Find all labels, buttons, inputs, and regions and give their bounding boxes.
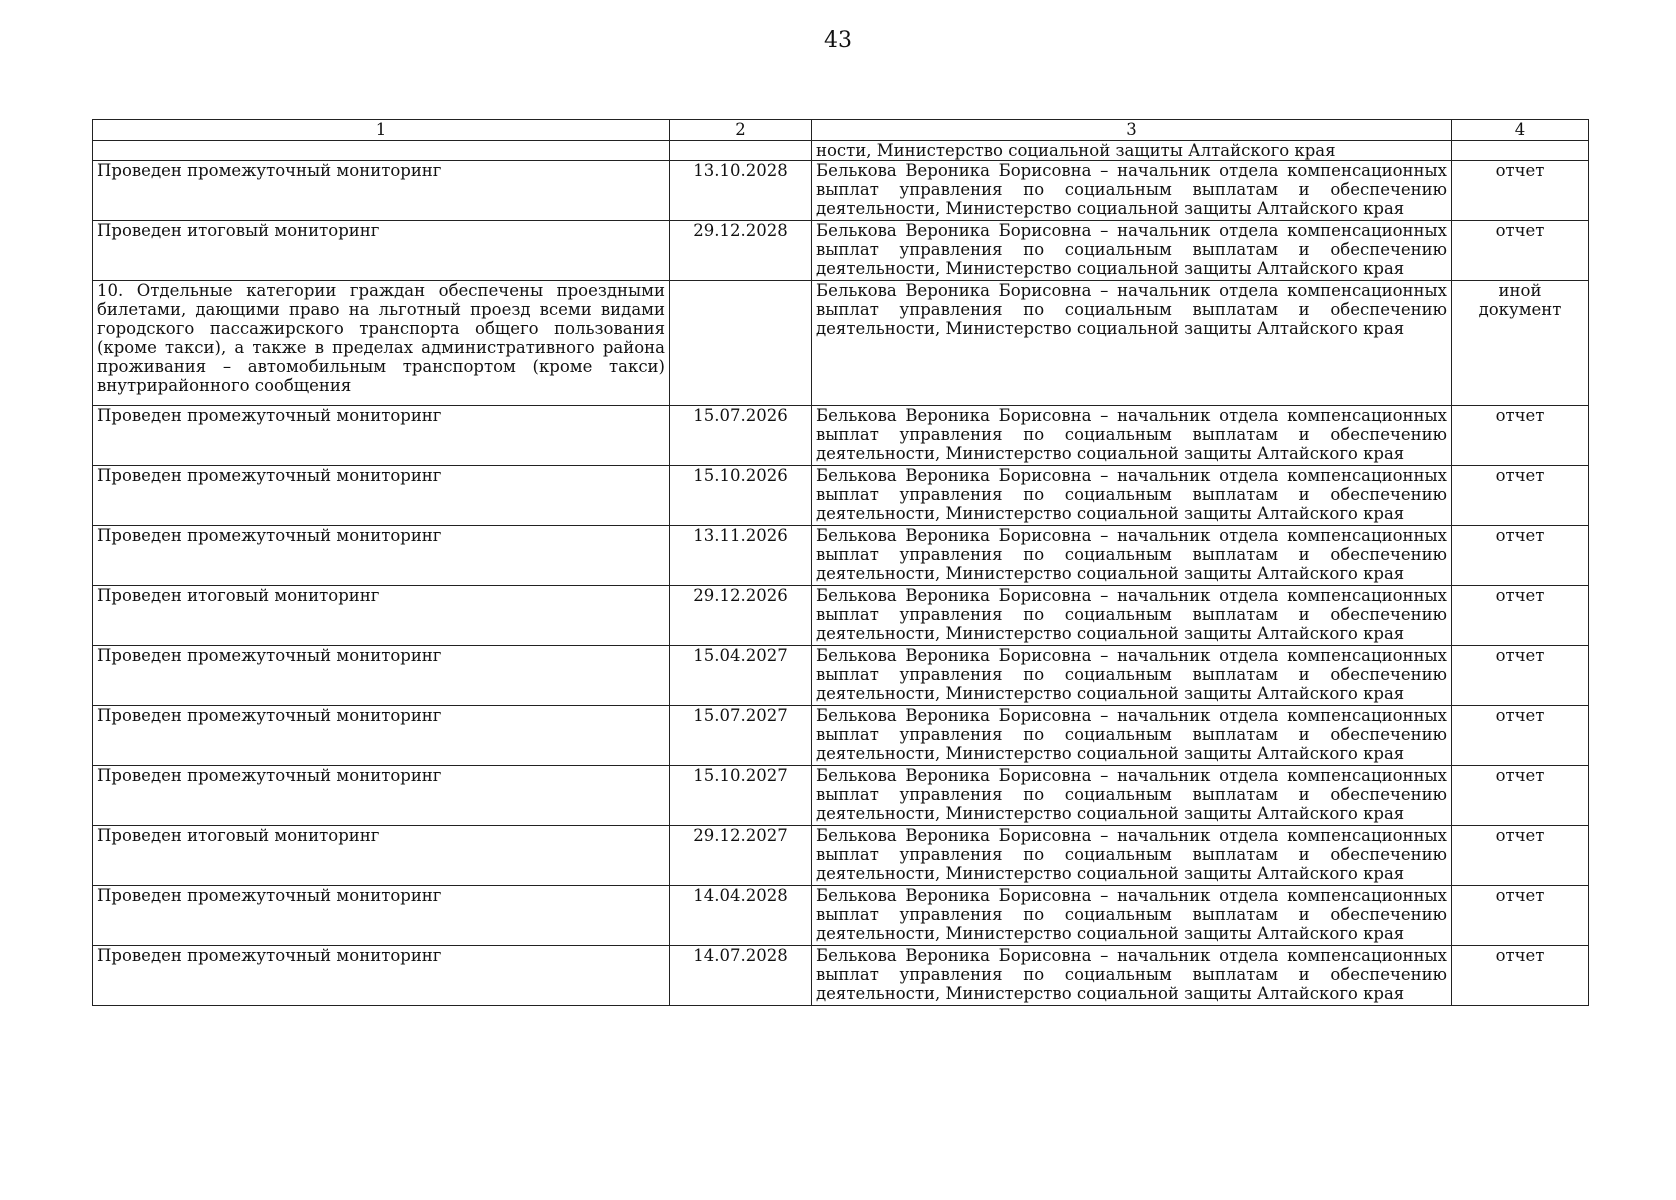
date-cell: 29.12.2028	[670, 221, 812, 281]
responsible-cell: Белькова Вероника Борисовна – начальник отдела компенсационных выплат управления по социальным выплатам и обеспечению деятельности, Министерство социальной защиты Алтайского края	[812, 586, 1452, 646]
date-cell: 15.10.2026	[670, 466, 812, 526]
date-cell: 29.12.2027	[670, 826, 812, 886]
date-cell: 14.07.2028	[670, 946, 812, 1006]
event-cell: Проведен промежуточный мониторинг	[93, 466, 670, 526]
date-cell: 15.10.2027	[670, 766, 812, 826]
date-cell: 15.04.2027	[670, 646, 812, 706]
responsible-cell: Белькова Вероника Борисовна – начальник отдела компенсационных выплат управления по социальным выплатам и обеспечению деятельности, Министерство социальной защиты Алтайского края	[812, 766, 1452, 826]
table-row	[93, 826, 1589, 886]
document-cell: отчет	[1452, 706, 1589, 766]
table-row	[93, 706, 1589, 766]
table-row-section	[93, 281, 1589, 406]
responsible-cell: Белькова Вероника Борисовна – начальник отдела компенсационных выплат управления по социальным выплатам и обеспечению деятельности, Министерство социальной защиты Алтайского края	[812, 826, 1452, 886]
column-header-2: 2	[670, 120, 812, 141]
event-cell: Проведен промежуточный мониторинг	[93, 946, 670, 1006]
responsible-cell: Белькова Вероника Борисовна – начальник отдела компенсационных выплат управления по социальным выплатам и обеспечению деятельности, Министерство социальной защиты Алтайского края	[812, 221, 1452, 281]
table-row	[93, 466, 1589, 526]
column-header-4: 4	[1452, 120, 1589, 141]
plan-table	[92, 119, 1589, 1006]
document-cell: отчет	[1452, 646, 1589, 706]
document-cell: отчет	[1452, 766, 1589, 826]
table-row-continuation	[93, 141, 1589, 161]
document-cell: отчет	[1452, 406, 1589, 466]
document-cell: отчет	[1452, 886, 1589, 946]
document-cell	[1452, 141, 1589, 161]
date-cell: 15.07.2027	[670, 706, 812, 766]
event-cell: Проведен промежуточный мониторинг	[93, 706, 670, 766]
document-cell: отчет	[1452, 221, 1589, 281]
responsible-cell: Белькова Вероника Борисовна – начальник отдела компенсационных выплат управления по социальным выплатам и обеспечению деятельности, Министерство социальной защиты Алтайского края	[812, 886, 1452, 946]
event-cell: Проведен промежуточный мониторинг	[93, 526, 670, 586]
document-cell: отчет	[1452, 526, 1589, 586]
responsible-cell: Белькова Вероника Борисовна – начальник отдела компенсационных выплат управления по социальным выплатам и обеспечению деятельности, Министерство социальной защиты Алтайского края	[812, 526, 1452, 586]
responsible-cell: Белькова Вероника Борисовна – начальник отдела компенсационных выплат управления по социальным выплатам и обеспечению деятельности, Министерство социальной защиты Алтайского края	[812, 706, 1452, 766]
responsible-cell: Белькова Вероника Борисовна – начальник отдела компенсационных выплат управления по социальным выплатам и обеспечению деятельности, Министерство социальной защиты Алтайского края	[812, 161, 1452, 221]
table-row	[93, 766, 1589, 826]
column-header-3: 3	[812, 120, 1452, 141]
table-row	[93, 221, 1589, 281]
event-cell: Проведен итоговый мониторинг	[93, 826, 670, 886]
event-cell: Проведен промежуточный мониторинг	[93, 646, 670, 706]
document-cell: отчет	[1452, 946, 1589, 1006]
document-cell: отчет	[1452, 826, 1589, 886]
page-number: 43	[824, 28, 852, 53]
event-cell: Проведен итоговый мониторинг	[93, 221, 670, 281]
responsible-cell: Белькова Вероника Борисовна – начальник отдела компенсационных выплат управления по социальным выплатам и обеспечению деятельности, Министерство социальной защиты Алтайского края	[812, 946, 1452, 1006]
date-cell: 15.07.2026	[670, 406, 812, 466]
document-cell: отчет	[1452, 586, 1589, 646]
date-cell: 14.04.2028	[670, 886, 812, 946]
table-row	[93, 586, 1589, 646]
date-cell: 29.12.2026	[670, 586, 812, 646]
table-header-row	[93, 120, 1589, 141]
column-header-1: 1	[93, 120, 670, 141]
table-row	[93, 886, 1589, 946]
date-cell: 13.11.2026	[670, 526, 812, 586]
table-row	[93, 946, 1589, 1006]
document-cell: иной документ	[1452, 281, 1589, 406]
document-cell: отчет	[1452, 466, 1589, 526]
responsible-cell: Белькова Вероника Борисовна – начальник отдела компенсационных выплат управления по социальным выплатам и обеспечению деятельности, Министерство социальной защиты Алтайского края	[812, 466, 1452, 526]
table-row	[93, 161, 1589, 221]
responsible-cell: Белькова Вероника Борисовна – начальник отдела компенсационных выплат управления по социальным выплатам и обеспечению деятельности, Министерство социальной защиты Алтайского края	[812, 406, 1452, 466]
date-cell: 13.10.2028	[670, 161, 812, 221]
responsible-cell: Белькова Вероника Борисовна – начальник отдела компенсационных выплат управления по социальным выплатам и обеспечению деятельности, Министерство социальной защиты Алтайского края	[812, 646, 1452, 706]
document-cell: отчет	[1452, 161, 1589, 221]
responsible-cell: ности, Министерство социальной защиты Алтайского края	[812, 141, 1452, 161]
table-row	[93, 406, 1589, 466]
event-cell: Проведен промежуточный мониторинг	[93, 161, 670, 221]
responsible-cell: Белькова Вероника Борисовна – начальник отдела компенсационных выплат управления по социальным выплатам и обеспечению деятельности, Министерство социальной защиты Алтайского края	[812, 281, 1452, 406]
section-event-cell: 10. Отдельные категории граждан обеспечены проездными билетами, дающими право на льготный проезд всеми видами городского пассажирского транспорта общего пользования (кроме такси), а также в пределах административного района проживания – автомобильным транспортом (кроме такси) внутрирайонного сообщения	[93, 281, 670, 406]
table-row	[93, 646, 1589, 706]
table-row	[93, 526, 1589, 586]
event-cell: Проведен промежуточный мониторинг	[93, 886, 670, 946]
event-cell	[93, 141, 670, 161]
event-cell: Проведен итоговый мониторинг	[93, 586, 670, 646]
date-cell	[670, 281, 812, 406]
event-cell: Проведен промежуточный мониторинг	[93, 766, 670, 826]
event-cell: Проведен промежуточный мониторинг	[93, 406, 670, 466]
date-cell	[670, 141, 812, 161]
